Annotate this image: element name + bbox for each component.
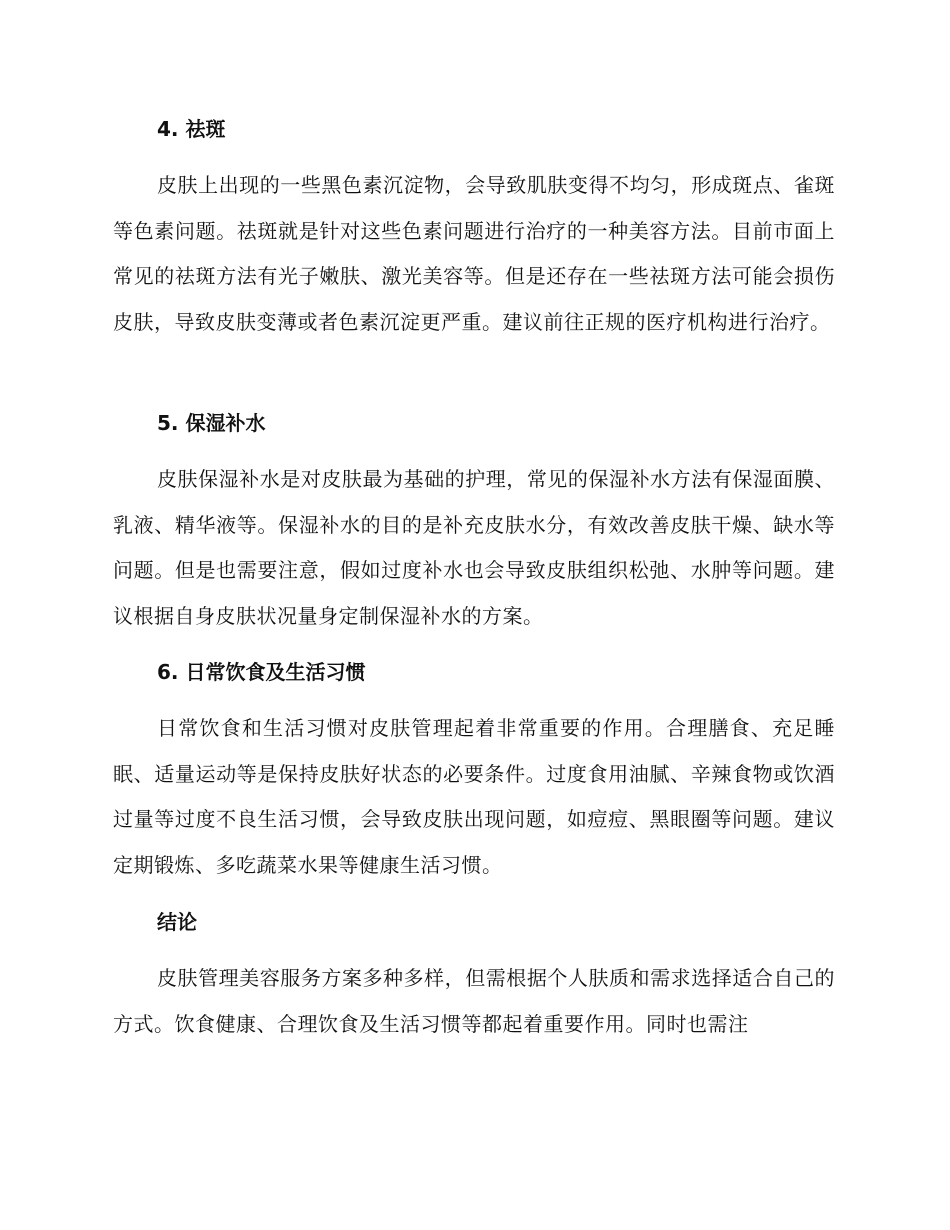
section-heading-moisturizing: 5. 保湿补水 [157,411,266,435]
section-paragraph-diet-habits: 日常饮食和生活习惯对皮肤管理起着非常重要的作用。合理膳食、充足睡眠、适量运动等是保持皮肤好状态的必要条件。过度食用油腻、辛辣食物或饮酒过量等过度不良生活习惯，会导致皮肤出现问题，如痘痘、黑眼圈等问题。建议定期锻炼、多吃蔬菜水果等健康生活习惯。 [113,716,835,877]
section-paragraph-conclusion: 皮肤管理美容服务方案多种多样，但需根据个人肤质和需求选择适合自己的方式。饮食健康、合理饮食及生活习惯等都起着重要作用。同时也需注 [113,966,835,1036]
section-heading-freckle-removal: 4. 祛斑 [157,117,226,141]
section-paragraph-moisturizing: 皮肤保湿补水是对皮肤最为基础的护理，常见的保湿补水方法有保湿面膜、乳液、精华液等。保湿补水的目的是补充皮肤水分，有效改善皮肤干燥、缺水等问题。但是也需要注意，假如过度补水也会导致皮肤组织松弛、水肿等问题。建议根据自身皮肤状况量身定制保湿补水的方案。 [113,467,835,628]
section-heading-diet-habits: 6. 日常饮食及生活习惯 [157,660,366,684]
section-heading-conclusion: 结论 [157,910,197,934]
section-paragraph-freckle-removal: 皮肤上出现的一些黑色素沉淀物，会导致肌肤变得不均匀，形成斑点、雀斑等色素问题。祛斑就是针对这些色素问题进行治疗的一种美容方法。目前市面上常见的祛斑方法有光子嫩肤、激光美容等。但是还存在一些祛斑方法可能会损伤皮肤，导致皮肤变薄或者色素沉淀更严重。建议前往正规的医疗机构进行治疗。 [113,173,835,334]
